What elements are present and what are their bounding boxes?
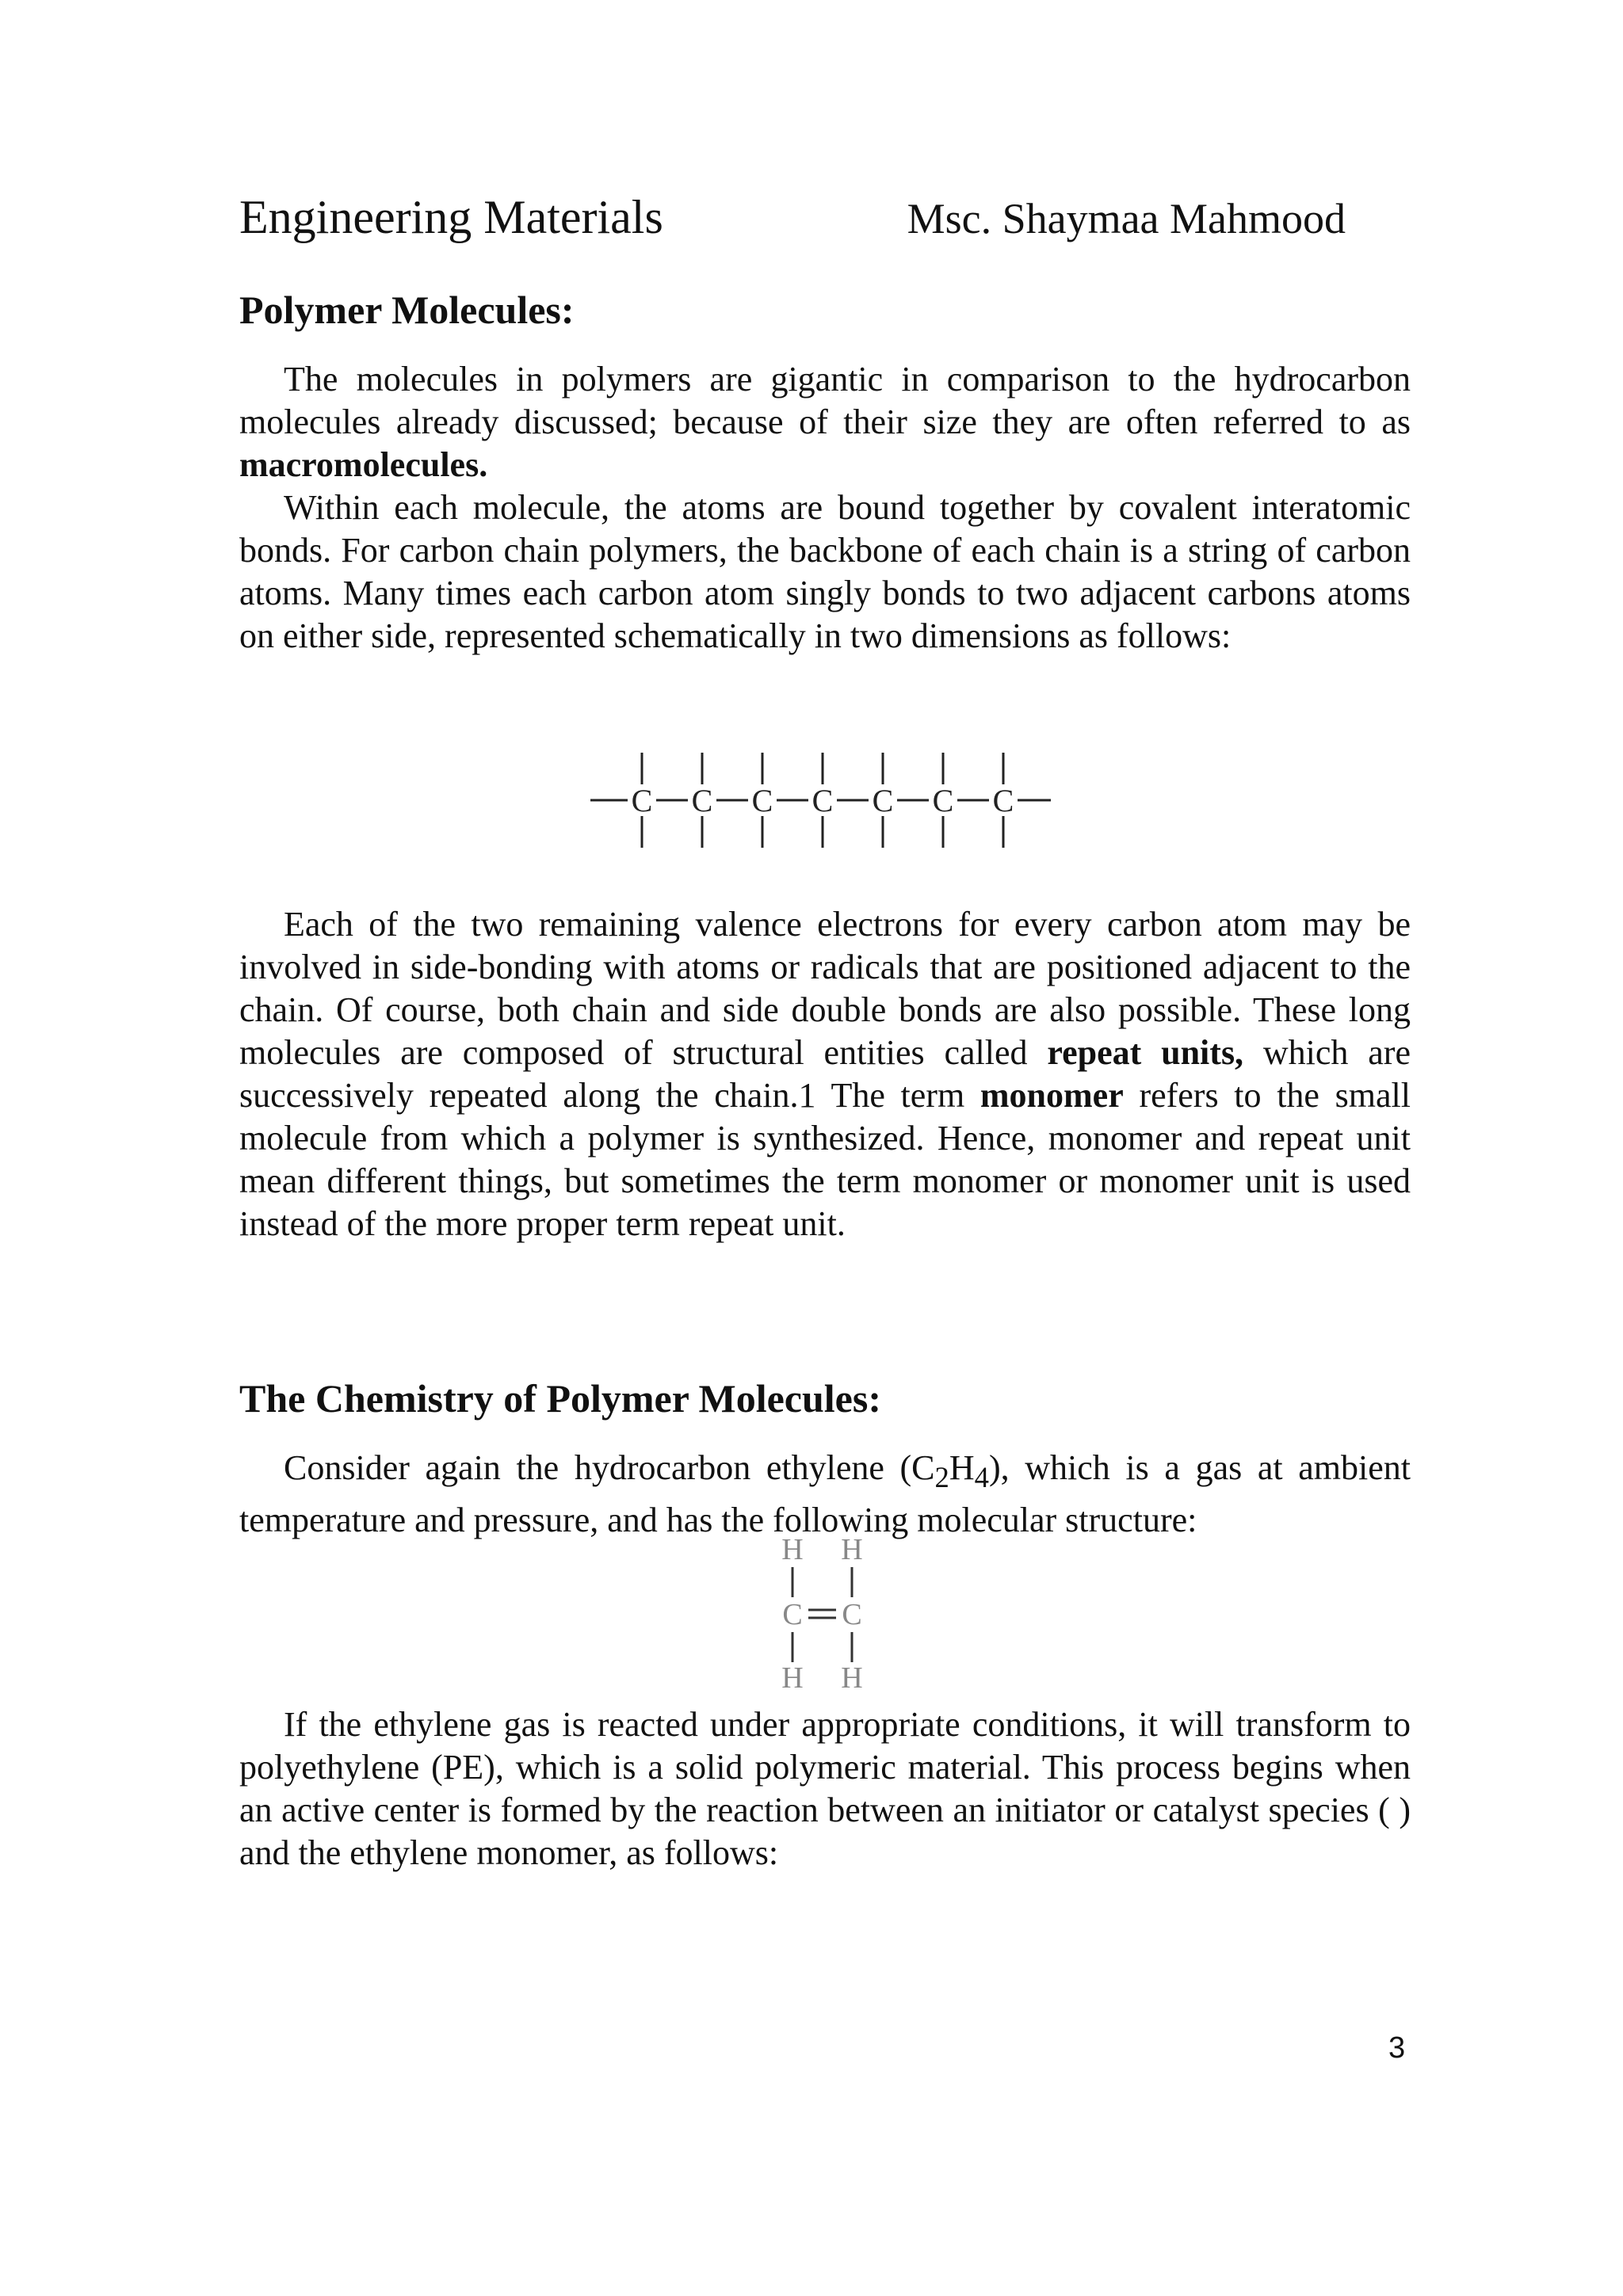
ethylene-h-top-left: H bbox=[781, 1535, 804, 1566]
ethylene-h-bottom-right: H bbox=[841, 1661, 863, 1694]
chain-carbon-atom: C bbox=[691, 783, 713, 818]
ethylene-c-right: C bbox=[842, 1598, 862, 1631]
paragraph-repeat-units: Each of the two remaining valence electrons for every carbon atom may be involved in side-bonding with atoms or radicals that are positioned adjacent to the chain. Of course, both chain and side double bonds are also possible. These long molecules are composed of structural entities called repeat units, which are successively repeated along the chain.1 The term monomer refers to the small molecule from which a polymer is synthesized. Hence, monomer and repeat unit mean different things, but sometimes the term monomer or monomer unit is used instead of the more proper term repeat unit. bbox=[239, 905, 1411, 1243]
paragraph-covalent-bonds: Within each molecule, the atoms are bound together by covalent interatomic bonds. For carbon chain polymers, the backbone of each chain is a string of carbon atoms. Many times each carbon atom singly bonds to two adjacent carbons atoms on either side, represented schematically in two dimensions as follows: bbox=[239, 488, 1411, 655]
page-number: 3 bbox=[1388, 2031, 1406, 2065]
chain-carbon-atom: C bbox=[932, 783, 954, 818]
ethylene-h-bottom-left: H bbox=[781, 1661, 804, 1694]
ethylene-h-top-right: H bbox=[841, 1535, 863, 1566]
term-monomer: monomer bbox=[980, 1076, 1124, 1115]
chain-carbon-atom: C bbox=[631, 783, 653, 818]
chain-carbon-atom: C bbox=[751, 783, 773, 818]
section-heading-polymer-molecules: Polymer Molecules: bbox=[239, 288, 575, 332]
ethylene-c-left: C bbox=[782, 1598, 803, 1631]
section-heading-chemistry: The Chemistry of Polymer Molecules: bbox=[239, 1376, 881, 1421]
chain-carbon-atom: C bbox=[872, 783, 894, 818]
page-header bbox=[239, 190, 1384, 254]
carbon-chain-diagram bbox=[586, 741, 1078, 860]
term-macromolecules: macromolecules. bbox=[239, 445, 488, 484]
chain-carbon-atom: C bbox=[812, 783, 834, 818]
term-repeat-units: repeat units, bbox=[1047, 1033, 1244, 1072]
paragraph-ethylene: Consider again the hydrocarbon ethylene $(C_2H_4)$, which is a gas at ambient temperature and pressure, and has the following molecular structure: bbox=[239, 1448, 1411, 1539]
paragraph-macromolecules: The molecules in polymers are gigantic in comparison to the hydrocarbon molecules already discussed; because of their size they are often referred to as macromolecules. bbox=[239, 360, 1411, 484]
ethylene-structure-diagram bbox=[773, 1535, 876, 1694]
paragraph-intro bbox=[239, 358, 1411, 658]
paragraph-polyethylene: If the ethylene gas is reacted under appropriate conditions, it will transform to polyethylene (PE), which is a solid polymeric material. This process begins when an active center is formed by the reaction between an initiator or catalyst species ( ) and the ethylene monomer, as follows: bbox=[239, 1705, 1411, 1872]
author-name: Msc. Shaymaa Mahmood bbox=[907, 195, 1346, 242]
course-title: Engineering Materials bbox=[239, 191, 663, 243]
chain-carbon-atom: C bbox=[992, 783, 1014, 818]
